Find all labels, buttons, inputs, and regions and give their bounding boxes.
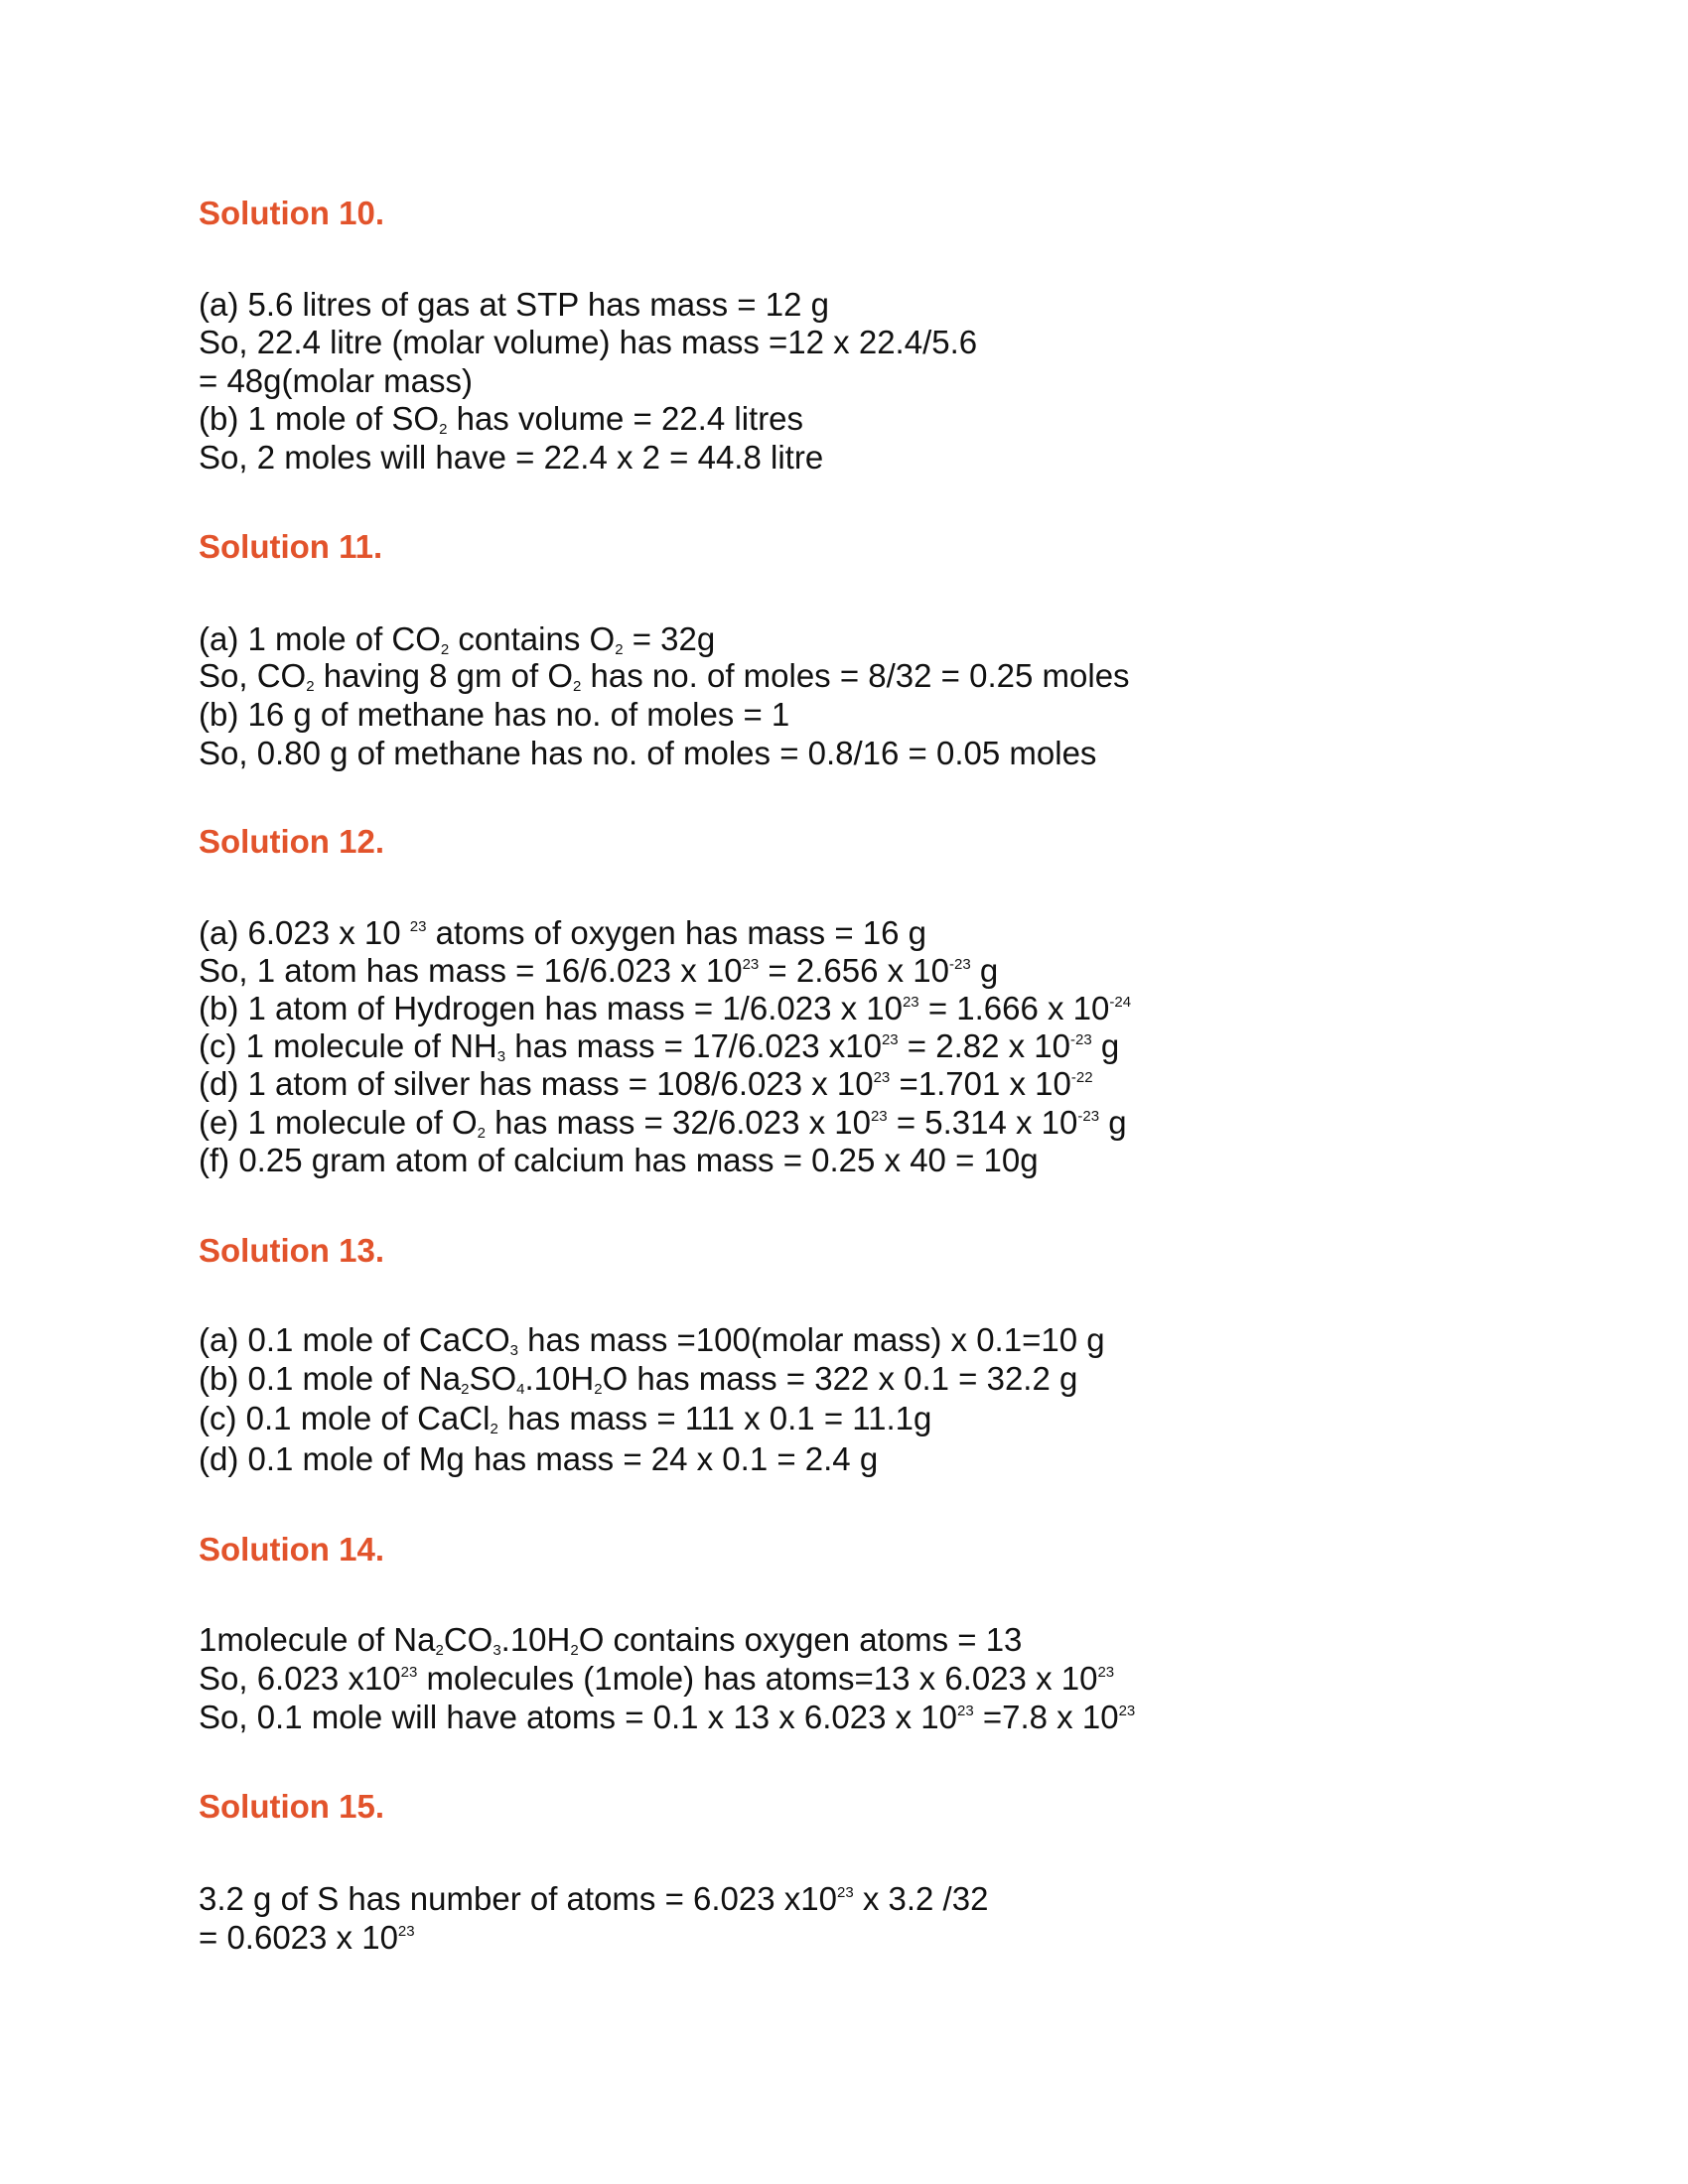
- solution-line: = 48g(molar mass): [199, 362, 474, 399]
- solution-line: So, $CO_2$ having 8 gm of $O_2$ has no. of moles = 8/32 = 0.25 moles: [199, 657, 1130, 695]
- solution-line: (e) 1 molecule of $O_2$ has mass = 32/6.023 x $10^{23} = 5.314$ x $10^{-23}$ g: [199, 1104, 1127, 1142]
- solution-heading: Solution 11.: [199, 528, 383, 565]
- solution-line: (b) 16 g of methane has no. of moles = 1: [199, 696, 790, 733]
- solution-line: (b) 1 atom of Hydrogen has mass = 1/6.023 x $10^{23} = 1.666$ x $10^{-24}$: [199, 990, 1132, 1026]
- solution-heading: Solution 14.: [199, 1531, 385, 1568]
- solution-line: So, 2 moles will have = 22.4 x 2 = 44.8 litre: [199, 439, 824, 476]
- solution-line: (f) 0.25 gram atom of calcium has mass = 0.25 x 40 = 10g: [199, 1142, 1039, 1178]
- solution-line: = 0.6023 x $10^{23}$: [199, 1919, 415, 1956]
- solution-line: So, 6.023 $x10^{23}$ molecules (1mole) has atoms=13 x 6.023 x $10^{23}$: [199, 1660, 1115, 1697]
- solution-line: (d) 0.1 mole of Mg has mass = 24 x 0.1 = 2.4 g: [199, 1440, 879, 1477]
- solution-line: So, 0.80 g of methane has no. of moles = 0.8/16 = 0.05 moles: [199, 735, 1097, 771]
- solution-line: (b) 1 mole of $SO_2$ has volume = 22.4 litres: [199, 400, 804, 438]
- solution-line: (a) 5.6 litres of gas at STP has mass = 12 g: [199, 286, 829, 323]
- solution-line: (c) 0.1 mole of CaCl$_2$ has mass = 111 x 0.1 = 11.1g: [199, 1400, 932, 1437]
- solution-line: (c) 1 molecule of $NH_3$ has mass = 17/6.023 $x10^{23} = 2.82$ x $10^{-23}$ g: [199, 1027, 1120, 1065]
- solution-line: 1molecule of $Na_2CO_3.10H_2O$ contains oxygen atoms = 13: [199, 1621, 1023, 1659]
- solution-line: So, 0.1 mole will have atoms = 0.1 x 13 x 6.023 x $10^{23} =7.8$ x $10^{23}$: [199, 1699, 1136, 1735]
- solution-heading: Solution 15.: [199, 1788, 385, 1825]
- solution-heading: Solution 12.: [199, 823, 385, 860]
- solution-line: (a) 6.023 x 10 $^{23}$ atoms of oxygen has mass = 16 g: [199, 914, 927, 951]
- solution-line: (d) 1 atom of silver has mass = 108/6.023 x $10^{23} =1.701$ x $10^{-22}$: [199, 1065, 1093, 1102]
- solution-heading: Solution 13.: [199, 1232, 385, 1269]
- solution-line: (a) 0.1 mole of CaCO$_3$ has mass =100(molar mass) x 0.1=10 g: [199, 1321, 1105, 1359]
- solution-line: 3.2 g of S has number of atoms = 6.023 $x10^{23}$ x 3.2 /32: [199, 1880, 989, 1917]
- solution-line: So, 22.4 litre (molar volume) has mass =12 x 22.4/5.6: [199, 324, 978, 360]
- solution-line: (a) 1 mole of $CO_2$ contains $O_2 = 32g$: [199, 620, 716, 658]
- solution-heading: Solution 10.: [199, 195, 385, 231]
- solution-line: (b) 0.1 mole of $Na_2SO_4.10H_2O$ has mass = 322 x 0.1 = 32.2 g: [199, 1360, 1078, 1398]
- solution-line: So, 1 atom has mass = 16/6.023 x $10^{23} = 2.656$ x $10^{-23}$ g: [199, 952, 999, 989]
